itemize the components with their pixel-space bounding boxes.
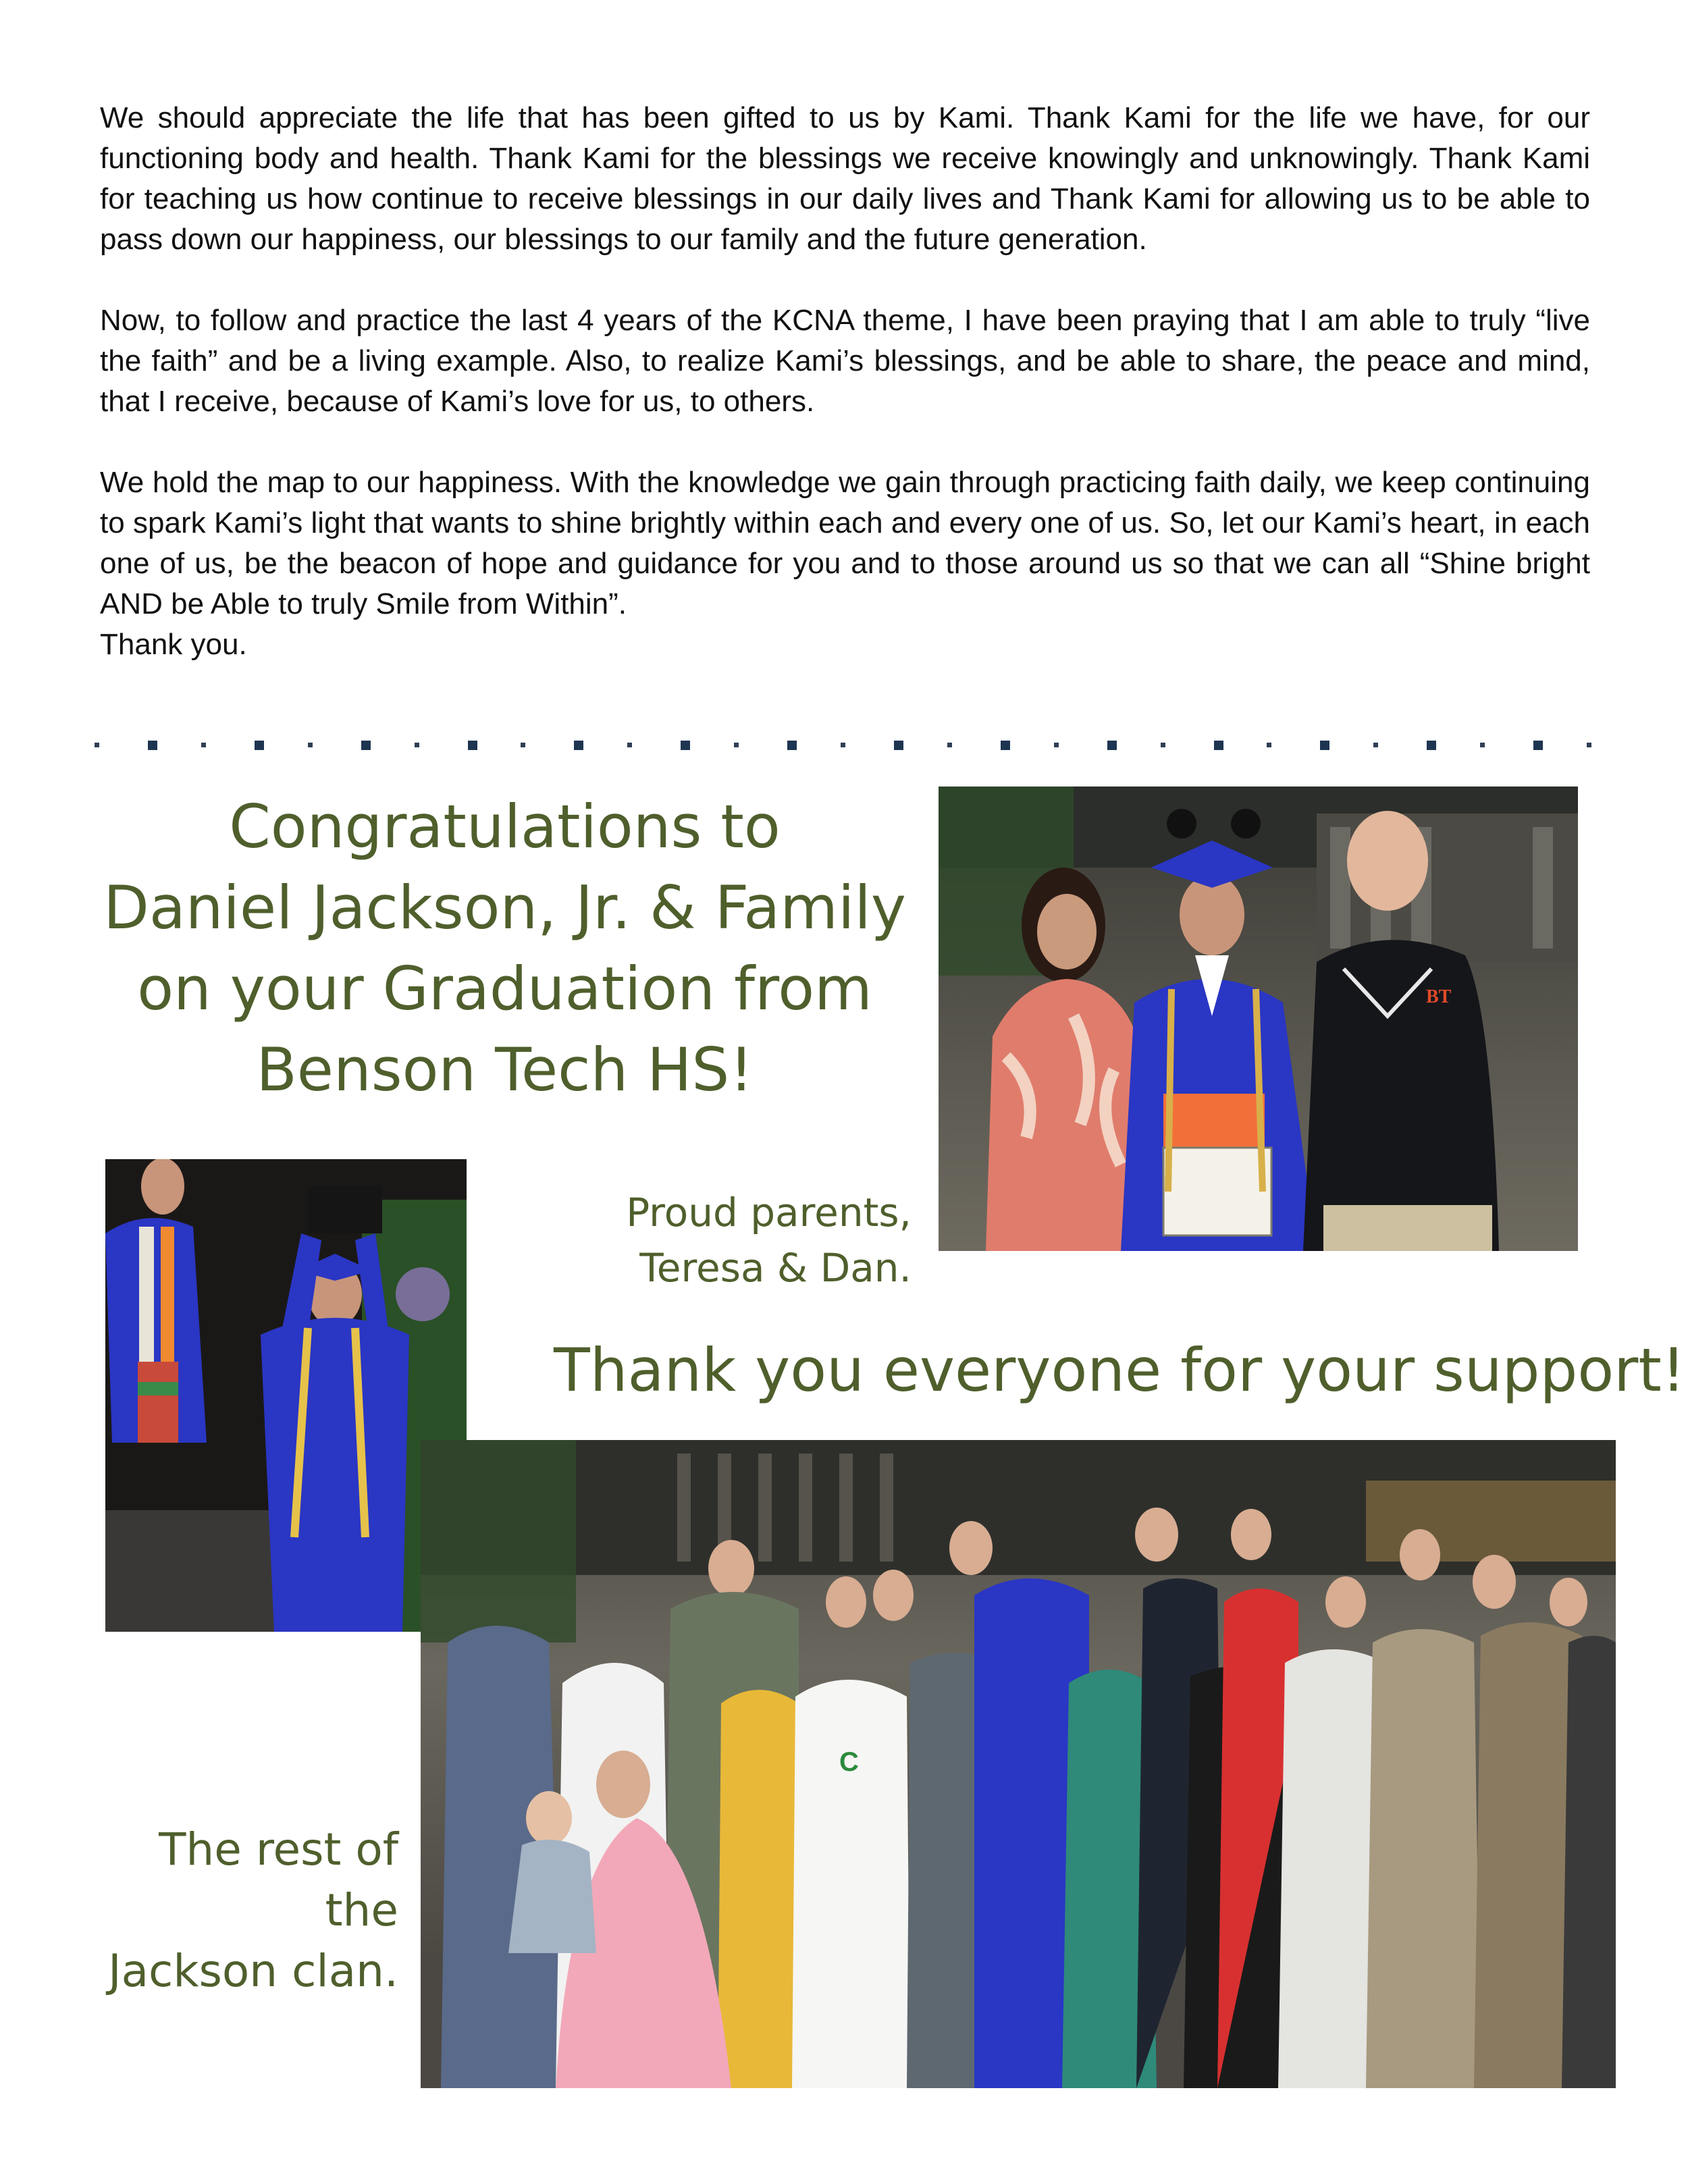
divider-square-small bbox=[308, 743, 313, 747]
dotted-divider bbox=[95, 736, 1593, 756]
divider-square-large bbox=[1533, 741, 1543, 750]
divider-square-small bbox=[1587, 743, 1591, 747]
congrats-line-2: Daniel Jackson, Jr. & Family bbox=[103, 873, 906, 942]
divider-square-small bbox=[1480, 743, 1485, 747]
divider-square-small bbox=[521, 743, 525, 747]
proud-parents-caption bbox=[594, 1185, 912, 1296]
proud-line-1: Proud parents, bbox=[626, 1190, 912, 1235]
divider-square-small bbox=[947, 743, 952, 747]
divider-square-small bbox=[1373, 743, 1378, 747]
support-thank-you-heading: Thank you everyone for your support! bbox=[554, 1335, 1686, 1405]
proud-line-2: Teresa & Dan. bbox=[639, 1245, 912, 1291]
divider-square-large bbox=[255, 741, 264, 750]
congrats-line-4: Benson Tech HS! bbox=[256, 1035, 754, 1104]
divider-square-small bbox=[201, 743, 206, 747]
divider-square-small bbox=[95, 743, 99, 747]
family-group-photo bbox=[421, 1440, 1616, 2088]
diploma-stage-photo bbox=[105, 1159, 467, 1632]
body-paragraph-3: We hold the map to our happiness. With the knowledge we gain through practicing faith daily, we keep continuing to spark Kami’s light that wants to shine brightly within each and every one of us. So, let our Kami’s heart, in each one of us, be the beacon of hope and guidance for you and to those around us so that we can all “Shine bright AND be Able to truly Smile from Within”. bbox=[100, 466, 1590, 620]
divider-square-small bbox=[1054, 743, 1059, 747]
divider-square-large bbox=[787, 741, 797, 750]
divider-square-large bbox=[1107, 741, 1117, 750]
closing-thank-you: Thank you. bbox=[100, 628, 247, 661]
congratulations-heading bbox=[101, 787, 908, 1111]
jackson-clan-caption bbox=[74, 1819, 398, 2002]
divider-square-large bbox=[681, 741, 690, 750]
clan-line-2: Jackson clan. bbox=[108, 1945, 398, 1997]
graduate-with-parents-photo bbox=[939, 787, 1578, 1251]
divider-square-large bbox=[1427, 741, 1436, 750]
clan-line-1: The rest of the bbox=[159, 1823, 398, 1936]
congrats-line-3: on your Graduation from bbox=[137, 954, 872, 1023]
divider-square-small bbox=[1161, 743, 1165, 747]
divider-square-large bbox=[148, 741, 157, 750]
svg-text:C: C bbox=[839, 1747, 859, 1777]
divider-square-large bbox=[468, 741, 477, 750]
divider-square-small bbox=[415, 743, 419, 747]
divider-square-large bbox=[1001, 741, 1010, 750]
divider-square-large bbox=[1320, 741, 1329, 750]
divider-square-small bbox=[841, 743, 845, 747]
body-paragraph-1: We should appreciate the life that has been gifted to us by Kami. Thank Kami for the life we have, for our functioning body and health. Thank Kami for the blessings we receive knowingly and unknowingly. Thank Kami for teaching us how continue to receive blessings in our daily lives and Thank Kami for allowing us to be able to pass down our happiness, our blessings to our family and the future generation. bbox=[100, 101, 1590, 256]
divider-square-small bbox=[734, 743, 739, 747]
divider-square-large bbox=[361, 741, 371, 750]
body-paragraph-2: Now, to follow and practice the last 4 years of the KCNA theme, I have been praying that I am able to truly “live the faith” and be a living example. Also, to realize Kami’s blessings, and be able to share, the peace and mind, that I receive, because of Kami’s love for us, to others. bbox=[100, 304, 1590, 418]
svg-text:BT: BT bbox=[1426, 986, 1452, 1007]
divider-square-large bbox=[1214, 741, 1223, 750]
congrats-line-1: Congratulations to bbox=[229, 792, 781, 861]
divider-square-small bbox=[627, 743, 632, 747]
divider-square-large bbox=[574, 741, 583, 750]
divider-square-large bbox=[894, 741, 903, 750]
divider-square-small bbox=[1267, 743, 1271, 747]
